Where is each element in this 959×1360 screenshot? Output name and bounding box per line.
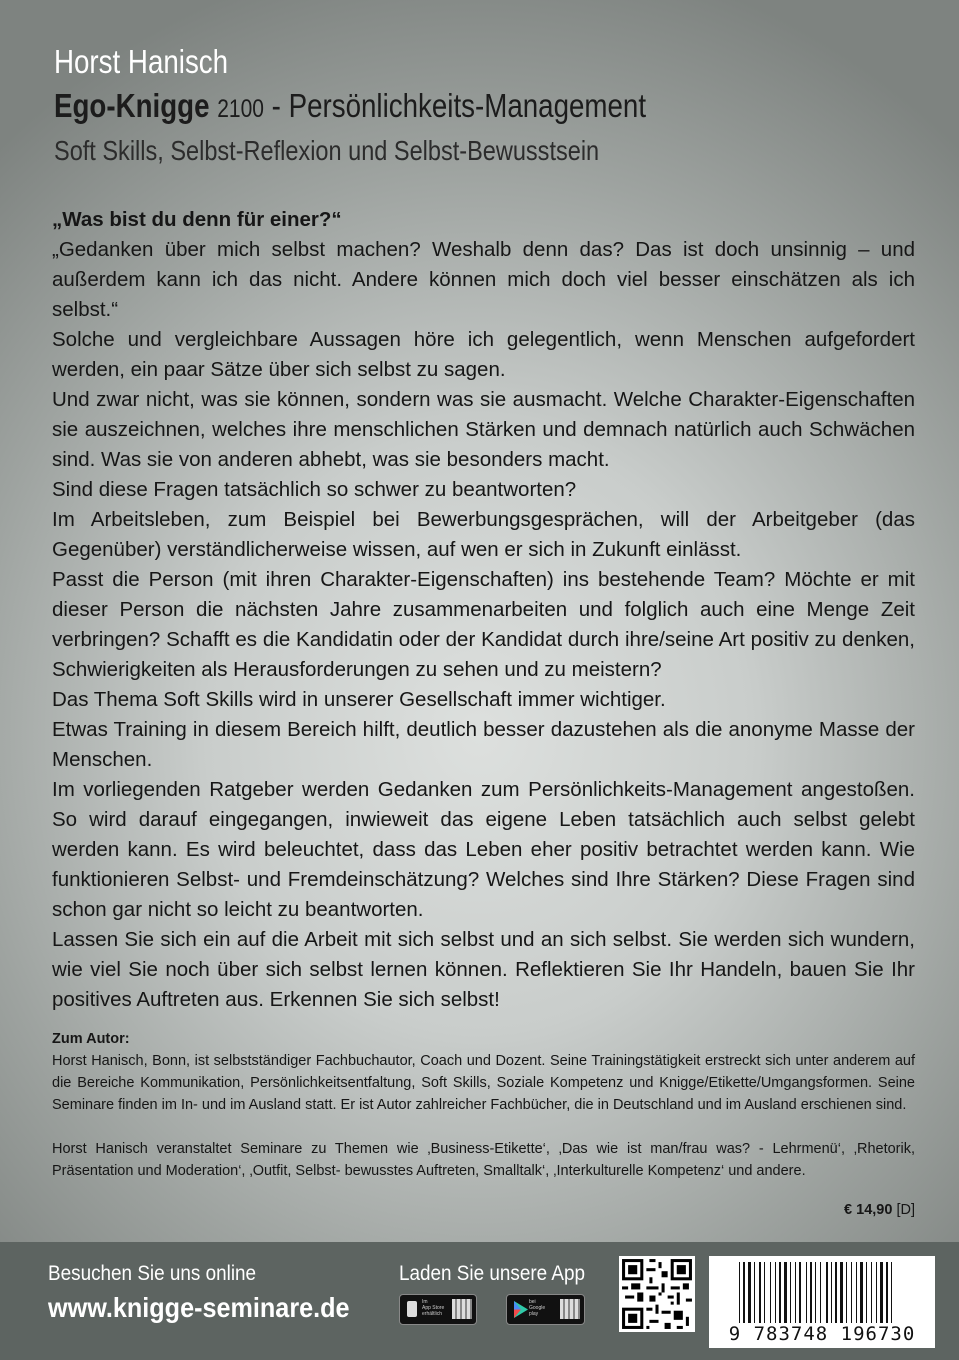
visit-label: Besuchen Sie uns online — [48, 1262, 257, 1285]
google-play-qr-icon — [560, 1299, 580, 1319]
blurb-paragraph: Im vorliegenden Ratgeber werden Gedanken zum Persönlichkeits-Management angestoßen. So wird darauf eingegangen, inwieweit das eigene Leben tatsächlich auch selbst gelebt werden kann. Es wird beleuchtet, dass das Leben eher positiv betrachtet werden kann. Wie funktionieren Selbst- und Fremdeinschätzung? Welches sind Ihre Stärken? Diese Fragen sind schon gar nicht so leicht zu beantworten. — [52, 778, 915, 921]
book-title — [54, 84, 793, 131]
blurb — [52, 205, 915, 1015]
footer-bar — [0, 1242, 959, 1360]
bio-heading: Zum Autor: — [52, 1031, 130, 1047]
blurb-paragraph: Solche und vergleichbare Aussagen höre ich gelegentlich, wenn Menschen aufgefordert werden, ein paar Sätze über sich selbst zu sagen. — [52, 328, 915, 381]
isbn-number — [709, 1323, 935, 1345]
blurb-paragraph: Sind diese Fragen tatsächlich so schwer zu beantworten? — [52, 478, 577, 501]
isbn-barcode — [709, 1256, 935, 1348]
quote-heading: „Was bist du denn für einer?“ — [52, 208, 342, 231]
blurb-paragraph: Passt die Person (mit ihren Charakter-Eigenschaften) ins bestehende Team? Möchte er mit dieser Person die nächsten Jahre zusammenarbeiten und folglich auch eine Menge Zeit verbringen? Schafft es die Kandidatin oder der Kandidat durch ihre/seine Art positiv zu denken, Schwierigkeiten als Herausforderungen zu sehen und zu meistern? — [52, 568, 915, 681]
bio-seminars: Horst Hanisch veranstaltet Seminare zu Themen wie ‚Business-Etikette‘, ‚Das wie ist man/frau was? - Lehrmenü‘, ‚Rhetorik, Präsentation und Moderation‘, ‚Outfit, Selbst- bewusstes Auftreten, Smalltalk‘, ‚Interkulturelle Kompetenz‘ und andere. — [52, 1141, 915, 1179]
price-region: [D] — [896, 1202, 915, 1218]
blurb-paragraph: Und zwar nicht, was sie können, sondern was sie ausmacht. Welche Charakter-Eigenschaften sie auszeichnen, welches ihre menschlichen Stärken und demnach natürlich auch Schwächen sind. Was sie von anderen abhebt, was sie besonders macht. — [52, 388, 915, 471]
app-store-qr-icon — [452, 1299, 472, 1319]
play-icon — [509, 1295, 531, 1324]
title-number: 2100 — [217, 95, 264, 123]
bio-text: Horst Hanisch, Bonn, ist selbstständiger Fachbuchautor, Coach und Dozent. Seine Trainingstätigkeit erstreckt sich unter anderem auf die Bereiche Kommunikation, Persönlichkeitsentfaltung, Soft Skills, Soziale Kompetenz und Knigge/Etikette/Umgangsformen. Seine Seminare finden im In- und im Ausland statt. Er ist Autor zahlreicher Fachbücher, die in Deutschland und im Ausland erschienen sind. — [52, 1053, 915, 1113]
app-store-badge-text: Im App Store erhältlich — [422, 1299, 445, 1317]
isbn-text: 9 783748 196730 — [728, 1323, 916, 1345]
title-main: Ego-Knigge — [54, 87, 210, 124]
header — [54, 40, 934, 171]
blurb-paragraph: Das Thema Soft Skills wird in unserer Gesellschaft immer wichtiger. — [52, 688, 666, 711]
google-play-badge-text: bei Google play — [529, 1299, 546, 1317]
author-name: Horst Hanisch — [54, 43, 229, 80]
phone-icon — [403, 1295, 423, 1324]
author-bio — [52, 1028, 915, 1182]
price-amount: € 14,90 — [844, 1202, 893, 1218]
title-rest: - Persönlichkeits-Management — [271, 87, 647, 124]
website-link[interactable]: www.knigge-seminare.de — [48, 1292, 350, 1323]
qr-code-icon — [619, 1256, 695, 1332]
price — [844, 1202, 915, 1218]
book-subtitle: Soft Skills, Selbst-Reflexion und Selbst-Bewusstsein — [54, 135, 600, 166]
app-label: Laden Sie unsere App — [399, 1262, 586, 1285]
blurb-paragraph: „Gedanken über mich selbst machen? Weshalb denn das? Das ist doch unsinnig – und außerdem kann ich das nicht. Andere können mich doch viel besser einschätzen als ich selbst.“ — [52, 238, 915, 321]
blurb-paragraph: Etwas Training in diesem Bereich hilft, deutlich besser dazustehen als die anonyme Masse der Menschen. — [52, 718, 915, 771]
blurb-paragraph: Lassen Sie sich ein auf die Arbeit mit sich selbst und an sich selbst. Sie werden sich wundern, wie viel Sie noch über sich selbst lernen können. Reflektieren Sie Ihr Handeln, bauen Sie Ihr positives Auftreten aus. Erkennen Sie sich selbst! — [52, 928, 915, 1011]
blurb-paragraph: Im Arbeitsleben, zum Beispiel bei Bewerbungsgesprächen, will der Arbeitgeber (das Gegenüber) verständlicherweise wissen, auf wen er sich in Zukunft einlässt. — [52, 508, 915, 561]
google-play-badge[interactable] — [506, 1294, 585, 1325]
app-store-badge[interactable] — [399, 1294, 477, 1325]
